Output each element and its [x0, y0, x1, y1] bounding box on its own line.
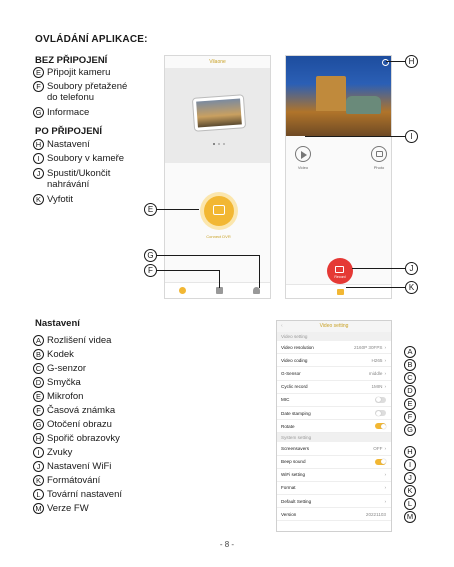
settings-row-label: Version: [281, 511, 297, 517]
list-item-settings: [33, 461, 111, 472]
back-chevron-icon[interactable]: ‹: [281, 323, 283, 329]
chevron-right-icon: ›: [384, 357, 386, 363]
settings-row-control[interactable]: [371, 384, 386, 389]
bottom-nav: [165, 282, 271, 299]
car-shape: [346, 96, 381, 114]
page-number: - 8 -: [219, 540, 235, 549]
list-item-online-k: [33, 194, 73, 205]
settings-row-control[interactable]: [384, 472, 386, 477]
settings-row-control[interactable]: [375, 397, 386, 403]
settings-row-control[interactable]: [375, 410, 386, 416]
phone-screenshot-offline: [164, 55, 271, 299]
list-item-text: Soubory přetažené do telefonu: [47, 81, 128, 103]
leader-line-f: [157, 270, 219, 271]
marker-e: E: [144, 203, 157, 216]
chevron-right-icon: ›: [384, 370, 386, 376]
leader-line-g: [157, 255, 259, 256]
marker-f: F: [144, 264, 157, 277]
chevron-right-icon: ›: [384, 472, 386, 478]
settings-row[interactable]: [277, 354, 391, 367]
settings-row-value: 20221103: [365, 511, 386, 517]
settings-row-control[interactable]: [384, 499, 386, 504]
list-item-settings: [33, 363, 86, 374]
settings-row-control[interactable]: [375, 459, 386, 465]
list-item-text: Připojit kameru: [47, 67, 111, 78]
leader-line-h: [386, 61, 405, 62]
letter-badge: E: [33, 391, 44, 402]
settings-header: [277, 321, 391, 332]
settings-row[interactable]: [277, 407, 391, 420]
chevron-right-icon: ›: [384, 384, 386, 390]
settings-marker: M: [404, 511, 416, 523]
chevron-right-icon: ›: [384, 485, 386, 491]
settings-row-label: Video coding: [281, 357, 308, 363]
settings-row-label: Cyclic record: [281, 384, 308, 390]
list-item-offline-f: [33, 81, 127, 103]
list-item-text: Formátování: [47, 475, 101, 486]
list-item-offline-g: [33, 107, 89, 118]
list-item-text: Verze FW: [47, 503, 89, 514]
list-item-settings: [33, 405, 115, 416]
tab-video-label: Video: [297, 165, 309, 170]
settings-marker: K: [404, 485, 416, 497]
settings-row-control[interactable]: [366, 512, 386, 517]
list-item-text: Vyfotit: [47, 194, 74, 205]
leader-line-k: [346, 287, 405, 288]
settings-marker: G: [404, 424, 416, 436]
record-camera-icon: [335, 266, 344, 273]
image-icon: [376, 151, 383, 157]
marker-g: G: [144, 249, 157, 262]
phone-screenshot-online: [285, 55, 392, 299]
play-icon: [301, 151, 307, 159]
settings-row-control[interactable]: [369, 371, 386, 376]
list-item-settings: [33, 419, 112, 430]
snapshot-camera-icon[interactable]: [337, 289, 344, 295]
list-item-offline-e: [33, 67, 110, 78]
letter-badge: K: [33, 194, 44, 205]
leader-line-j: [352, 268, 405, 269]
settings-marker: C: [404, 372, 416, 384]
section-online-title: PO PŘIPOJENÍ: [35, 126, 103, 137]
dashcam-image: [196, 98, 242, 127]
list-item-text: Spustit/Ukončit nahrávání: [47, 168, 111, 190]
settings-row-label: G-Sensor: [281, 370, 301, 376]
toggle-switch[interactable]: [375, 423, 386, 429]
leader-line-e: [157, 209, 199, 210]
list-item-settings: [33, 475, 100, 486]
letter-badge: E: [33, 67, 44, 78]
list-item-text: Nastavení: [47, 139, 90, 150]
section-offline-title: BEZ PŘIPOJENÍ: [35, 55, 108, 66]
letter-badge: H: [33, 433, 44, 444]
app-title: Vilaone: [209, 59, 226, 65]
settings-row-label: WiFi setting: [281, 472, 305, 478]
list-item-settings: [33, 349, 74, 360]
marker-h: H: [405, 55, 418, 68]
settings-row-control[interactable]: [371, 358, 386, 363]
settings-row-value: H265: [371, 357, 383, 363]
settings-screenshot: [276, 320, 392, 532]
letter-badge: L: [33, 489, 44, 500]
settings-row-label: Video resolution: [281, 344, 314, 350]
list-item-text: Spořič obrazovky: [47, 433, 120, 444]
list-item-text: Časová známka: [47, 405, 116, 416]
list-item-online-i: [33, 153, 124, 164]
letter-badge: C: [33, 363, 44, 374]
settings-row[interactable]: [277, 420, 391, 433]
settings-row-value: 2160P 30FPS: [353, 344, 383, 350]
chevron-right-icon: ›: [384, 344, 386, 350]
settings-row[interactable]: [277, 469, 391, 482]
record-label: Record: [334, 275, 346, 279]
camera-icon: [213, 205, 225, 215]
page-heading: OVLÁDÁNÍ APLIKACE:: [35, 34, 148, 45]
letter-badge: G: [33, 419, 44, 430]
section-video-setting: Video setting: [277, 332, 391, 341]
settings-row[interactable]: [277, 442, 391, 455]
settings-row[interactable]: [277, 482, 391, 495]
settings-marker: B: [404, 359, 416, 371]
carousel-banner: [165, 68, 271, 163]
settings-row-label: Screensavers: [281, 445, 310, 451]
settings-marker: J: [404, 472, 416, 484]
list-item-text: G-senzor: [47, 363, 87, 374]
toggle-switch[interactable]: [375, 410, 386, 416]
toggle-switch[interactable]: [375, 397, 386, 403]
settings-row-label: Format: [281, 485, 296, 491]
live-preview: [286, 56, 392, 136]
settings-row[interactable]: [277, 456, 391, 469]
home-icon[interactable]: [179, 287, 186, 294]
marker-j: J: [405, 262, 418, 275]
leader-line-f-down: [219, 270, 220, 288]
letter-badge: G: [33, 107, 44, 118]
settings-row[interactable]: [277, 341, 391, 354]
letter-badge: I: [33, 447, 44, 458]
list-item-text: Soubory v kameře: [47, 153, 125, 164]
settings-marker: I: [404, 459, 416, 471]
info-icon[interactable]: [253, 287, 260, 294]
letter-badge: H: [33, 139, 44, 150]
settings-row[interactable]: [277, 394, 391, 407]
list-item-settings: [33, 433, 120, 444]
list-item-text: Smyčka: [47, 377, 81, 388]
chevron-right-icon: ›: [384, 498, 386, 504]
system-settings-rows: [277, 442, 391, 521]
settings-row-value: 1MIN: [371, 384, 383, 390]
settings-row-label: Beep sound: [281, 459, 306, 465]
list-item-text: Otočení obrazu: [47, 419, 112, 430]
settings-row-value: OFF: [373, 445, 383, 451]
section-system-setting: System setting: [277, 433, 391, 442]
letter-badge: M: [33, 503, 44, 514]
list-item-settings: [33, 335, 111, 346]
settings-row[interactable]: [277, 381, 391, 394]
settings-title: Video setting: [319, 323, 349, 329]
settings-row-label: Rotate: [281, 423, 295, 429]
settings-marker: E: [404, 398, 416, 410]
settings-row-control[interactable]: [384, 485, 386, 490]
letter-badge: I: [33, 153, 44, 164]
record-button[interactable]: [327, 258, 353, 284]
letter-badge: D: [33, 377, 44, 388]
settings-marker: F: [404, 411, 416, 423]
letter-badge: F: [33, 81, 44, 92]
marker-i: I: [405, 130, 418, 143]
list-item-settings: [33, 503, 89, 514]
list-item-text: Nastavení WiFi: [47, 461, 112, 472]
settings-marker: L: [404, 498, 416, 510]
list-item-settings: [33, 391, 83, 402]
phone-illustration: [192, 94, 246, 132]
video-files-button[interactable]: [295, 146, 311, 162]
carousel-dots[interactable]: [213, 143, 225, 146]
settings-row[interactable]: [277, 508, 391, 521]
connect-dvr-button[interactable]: [204, 196, 234, 226]
list-item-text: Mikrofon: [47, 391, 84, 402]
list-item-settings: [33, 447, 72, 458]
leader-line-i: [305, 136, 405, 137]
list-item-text: Informace: [47, 107, 90, 118]
settings-marker: A: [404, 346, 416, 358]
settings-row-control[interactable]: [373, 446, 386, 451]
list-item-settings: [33, 377, 81, 388]
settings-row-label: MIC: [281, 397, 290, 403]
settings-row-value: middle: [368, 370, 383, 376]
photo-files-button[interactable]: [371, 146, 387, 162]
settings-row-label: Date stamping: [281, 410, 311, 416]
building-shape: [316, 76, 346, 111]
letter-badge: J: [33, 461, 44, 472]
list-item-settings: [33, 489, 122, 500]
section-settings-title: Nastavení: [35, 318, 80, 329]
list-item-online-j: [33, 168, 110, 190]
list-item-text: Zvuky: [47, 447, 73, 458]
list-item-text: Rozlišení videa: [47, 335, 112, 346]
files-icon[interactable]: [216, 287, 223, 294]
letter-badge: K: [33, 475, 44, 486]
letter-badge: A: [33, 335, 44, 346]
list-item-online-h: [33, 139, 90, 150]
settings-row[interactable]: [277, 367, 391, 380]
settings-row-label: Default Setting: [281, 498, 312, 504]
tab-photo-label: Photo: [373, 165, 385, 170]
connect-dvr-label: Connect DVR: [206, 234, 231, 239]
video-settings-rows: [277, 341, 391, 433]
chevron-right-icon: ›: [384, 445, 386, 451]
leader-line-g-down: [259, 255, 260, 288]
settings-row-control[interactable]: [375, 423, 386, 429]
settings-row-control[interactable]: [354, 345, 386, 350]
settings-marker: H: [404, 446, 416, 458]
toggle-switch[interactable]: [375, 459, 386, 465]
letter-badge: B: [33, 349, 44, 360]
letter-badge: J: [33, 168, 44, 179]
list-item-text: Kodek: [47, 349, 74, 360]
settings-marker: D: [404, 385, 416, 397]
marker-k: K: [405, 281, 418, 294]
list-item-text: Tovární nastavení: [47, 489, 122, 500]
settings-row[interactable]: [277, 495, 391, 508]
letter-badge: F: [33, 405, 44, 416]
